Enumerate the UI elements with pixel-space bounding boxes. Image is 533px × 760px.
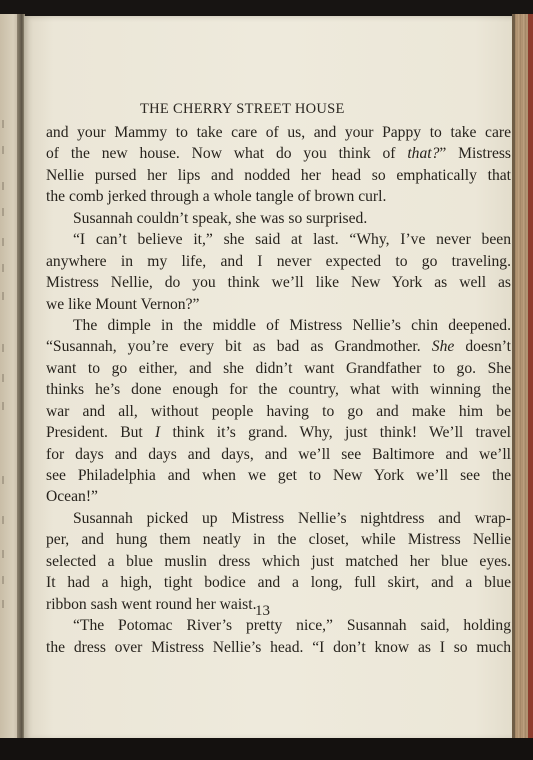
running-head: THE CHERRY STREET HOUSE	[140, 101, 345, 117]
text-line: the dress over Mistress Nellie’s head. “I don’t know as I so much	[46, 638, 511, 656]
text-line: Nellie pursed her lips and nodded her head so emphatically that	[46, 166, 511, 184]
text-line: see Philadelphia and when we get to New York we’ll see the	[46, 467, 511, 484]
text-line: for days and days and days, and we’ll see Baltimore and we’ll	[46, 445, 511, 463]
text-line: Susannah couldn’t speak, she was so surprised.	[73, 209, 368, 227]
text-line: per, and hung them neatly in the closet, while Mistress Nellie	[46, 531, 511, 549]
text-line: want to go either, and she didn’t want Grandfather to go. She	[46, 359, 511, 377]
text-line: selected a blue muslin dress which just matched her blue eyes.	[46, 552, 511, 570]
text-line: Susannah picked up Mistress Nellie’s nightdress and wrap-	[73, 509, 511, 527]
text-line: we like Mount Vernon?”	[46, 295, 200, 313]
text-line: The dimple in the middle of Mistress Nellie’s chin deepened.	[73, 316, 511, 334]
page-number: 13	[255, 603, 270, 619]
paragraph	[46, 229, 511, 315]
text-line: anywhere in my life, and I never expected to go traveling.	[46, 252, 511, 270]
text-line: of the new house. Now what do you think of that?” Mistress	[46, 145, 511, 163]
page-block-shadow	[512, 14, 515, 742]
body-text	[46, 122, 511, 658]
book-cover-edge	[528, 14, 533, 742]
paragraph	[46, 122, 511, 208]
text-line: war and all, without people having to go and make him be	[46, 402, 511, 420]
paragraph	[46, 615, 511, 658]
text-line: the comb jerked through a whole tangle of brown curl.	[46, 188, 387, 206]
text-line: “Susannah, you’re every bit as bad as Grandmother. She doesn’t	[46, 338, 511, 356]
text-line: It had a high, tight bodice and a long, full skirt, and a blue	[46, 574, 511, 592]
text-line: ribbon sash went round her waist.	[46, 595, 257, 613]
text-line: President. But I think it’s grand. Why, just think! We’ll travel	[46, 424, 511, 442]
paragraph	[46, 508, 511, 615]
text-line: thinks he’s done enough for the country, what with winning the	[46, 381, 511, 399]
text-line: “I can’t believe it,” she said at last. “Why, I’ve never been	[73, 231, 511, 249]
paragraph	[46, 208, 511, 229]
text-line: and your Mammy to take care of us, and your Pappy to take care	[46, 124, 511, 141]
text-line: Mistress Nellie, do you think we’ll like New York as well as	[46, 274, 511, 292]
scan-border-bottom	[0, 738, 533, 760]
text-line: Ocean!”	[46, 488, 98, 506]
facing-page-bleed-marks	[2, 120, 16, 620]
text-line: “The Potomac River’s pretty nice,” Susannah said, holding	[73, 617, 511, 635]
paragraph	[46, 315, 511, 508]
